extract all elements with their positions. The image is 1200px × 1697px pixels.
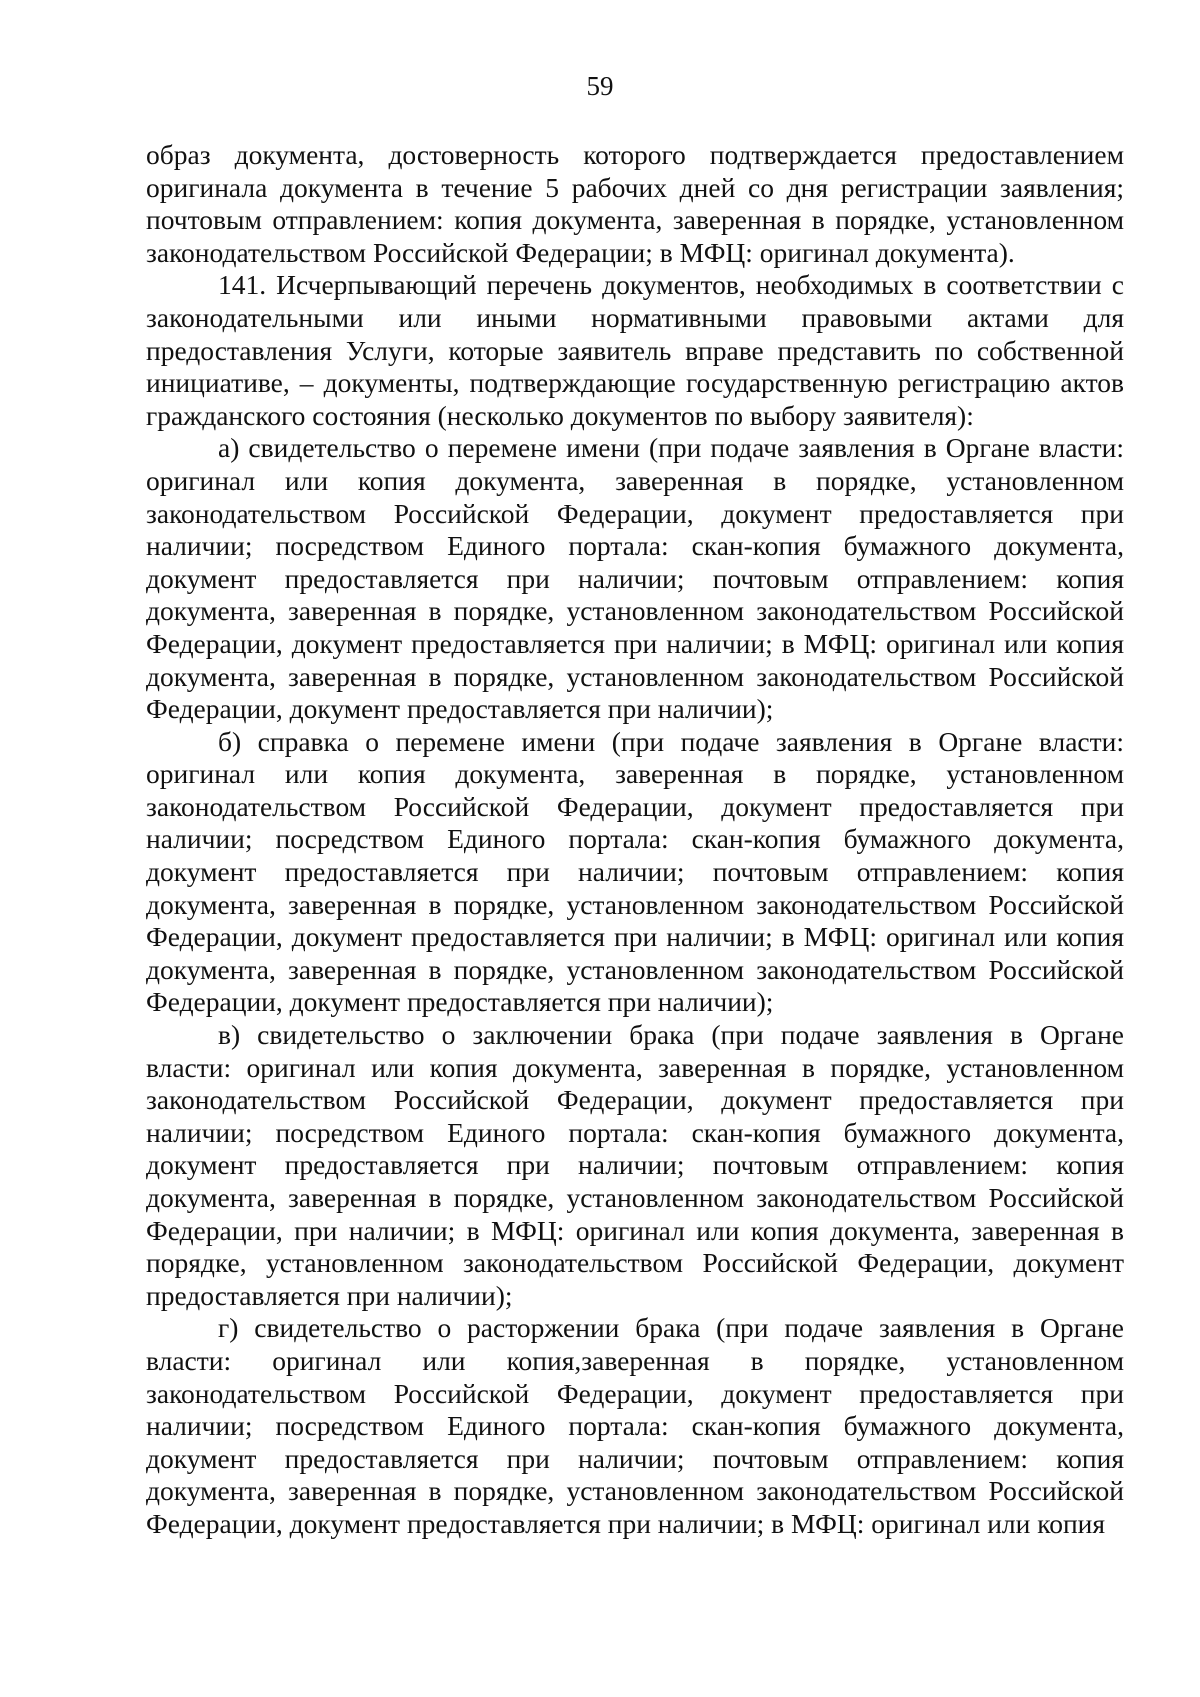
paragraph-item-b: б) справка о перемене имени (при подаче заявления в Органе власти: оригинал или копия документа, заверенная в порядке, установленном законодательством Российской Федерации, документ предоставляется при наличии; посредством Единого портала: скан-копия бумажного документа, документ предоставляется при наличии; почтовым отправлением: копия документа, заверенная в порядке, установленном законодательством Российской Федерации, документ предоставляется при наличии; в МФЦ: оригинал или копия документа, заверенная в порядке, установленном законодательством Российской Федерации, документ предоставляется при наличии); (146, 725, 1124, 1018)
document-body (146, 139, 1124, 1541)
paragraph-continuation: образ документа, достоверность которого подтверждается предоставлением оригинала документа в течение 5 рабочих дней со дня регистрации заявления; почтовым отправлением: копия документа, заверенная в порядке, установленном законодательством Российской Федерации; в МФЦ: оригинал документа). (146, 139, 1124, 268)
paragraph-item-v: в) свидетельство о заключении брака (при подаче заявления в Органе власти: оригинал или копия документа, заверенная в порядке, установленном законодательством Российской Федерации, документ предоставляется при наличии; посредством Единого портала: скан-копия бумажного документа, документ предоставляется при наличии; почтовым отправлением: копия документа, заверенная в порядке, установленном законодательством Российской Федерации, при наличии; в МФЦ: оригинал или копия документа, заверенная в порядке, установленном законодательством Российской Федерации, документ предоставляется при наличии); (146, 1019, 1124, 1311)
paragraph-item-a: а) свидетельство о перемене имени (при подаче заявления в Органе власти: оригинал или копия документа, заверенная в порядке, установленном законодательством Российской Федерации, документ предоставляется при наличии; посредством Единого портала: скан-копия бумажного документа, документ предоставляется при наличии; почтовым отправлением: копия документа, заверенная в порядке, установленном законодательством Российской Федерации, документ предоставляется при наличии; в МФЦ: оригинал или копия документа, заверенная в порядке, установленном законодательством Российской Федерации, документ предоставляется при наличии); (146, 432, 1124, 725)
paragraph-item-g: г) свидетельство о расторжении брака (при подаче заявления в Органе власти: оригинал или копия,заверенная в порядке, установленном законодательством Российской Федерации, документ предоставляется при наличии; посредством Единого портала: скан-копия бумажного документа, документ предоставляется при наличии; почтовым отправлением: копия документа, заверенная в порядке, установленном законодательством Российской Федерации, документ предоставляется при наличии; в МФЦ: оригинал или копия (146, 1312, 1124, 1539)
page-number: 59 (586, 71, 614, 101)
paragraph-item-141: 141. Исчерпывающий перечень документов, необходимых в соответствии с законодательными или иными нормативными правовыми актами для предоставления Услуги, которые заявитель вправе представить по собственной инициативе, – документы, подтверждающие государственную регистрацию актов гражданского состояния (несколько документов по выбору заявителя): (146, 269, 1124, 431)
